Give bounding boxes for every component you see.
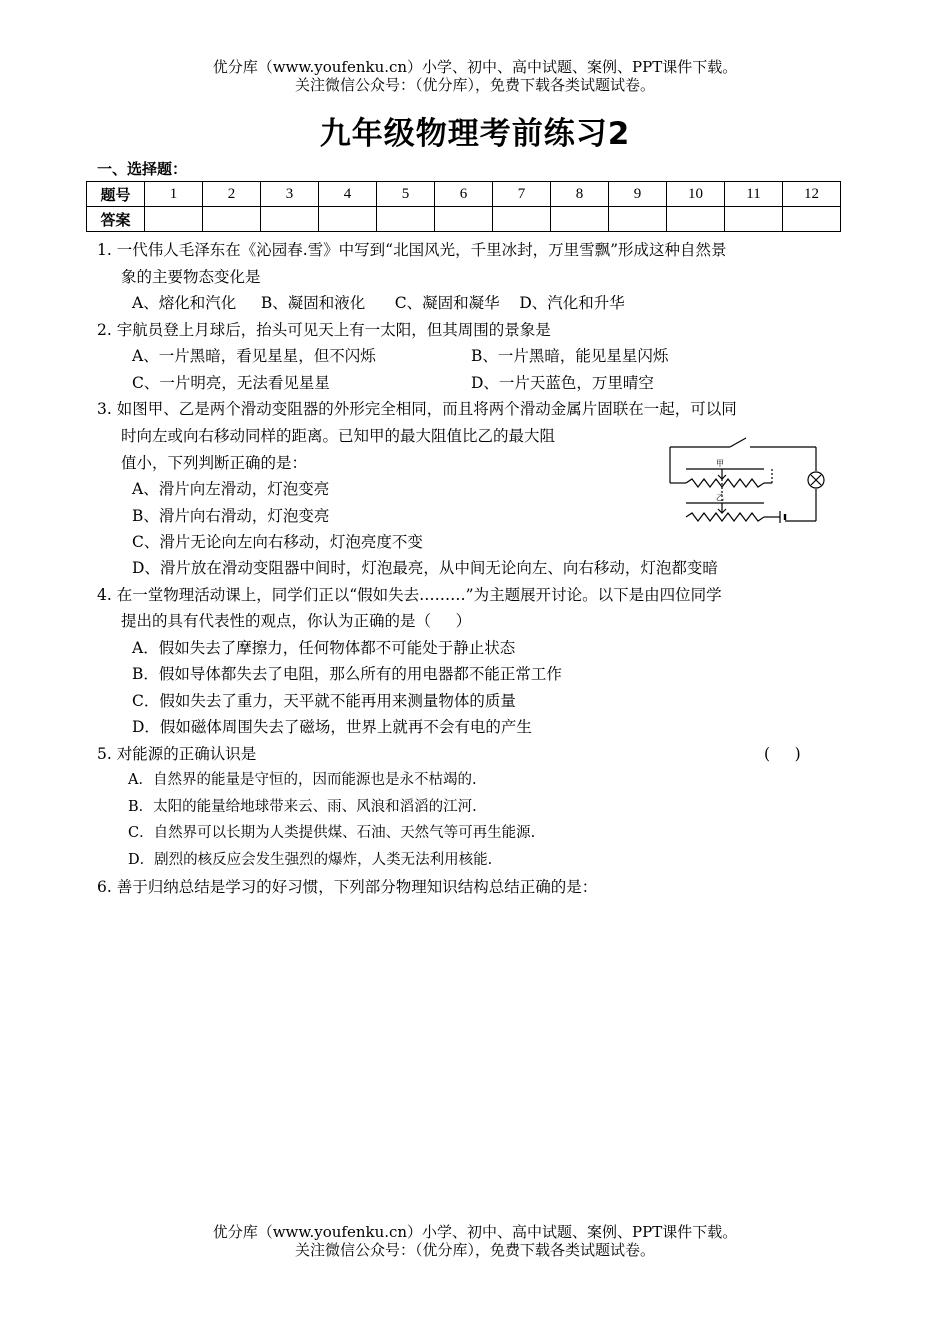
q1-stem-cont: 象的主要物态变化是	[121, 268, 261, 286]
q5-option-a: A．自然界的能量是守恒的，因而能源也是永不枯竭的.	[128, 772, 477, 788]
q4-option-a: A．假如失去了摩擦力，任何物体都不可能处于静止状态	[132, 639, 516, 657]
answer-table	[86, 181, 841, 232]
q5-option-b: B．太阳的能量给地球带来云、雨、风浪和滔滔的江河.	[128, 799, 477, 815]
q4-option-c: C．假如失去了重力，天平就不能再用来测量物体的质量	[132, 692, 516, 710]
q3-option-d: D、滑片放在滑动变阻器中间时，灯泡最亮，从中间无论向左、向右移动，灯泡都变暗	[132, 559, 718, 577]
q5-option-c: C．自然界可以长期为人类提供煤、石油、天然气等可再生能源.	[128, 825, 536, 841]
answer-cell[interactable]	[377, 207, 435, 232]
answer-cell[interactable]	[261, 207, 319, 232]
rheostat-jia	[686, 479, 764, 487]
q3-option-a: A、滑片向左滑动，灯泡变亮	[132, 480, 330, 498]
question-number: 9	[609, 182, 667, 207]
figure-label-yi: 乙	[716, 493, 724, 502]
question-number: 2	[203, 182, 261, 207]
answer-cell[interactable]	[493, 207, 551, 232]
answer-cell[interactable]	[435, 207, 493, 232]
q5-stem: 5. 对能源的正确认识是	[97, 745, 257, 763]
question-number: 5	[377, 182, 435, 207]
q6-stem: 6. 善于归纳总结是学习的好习惯，下列部分物理知识结构总结正确的是：	[97, 878, 598, 896]
q3-stem-cont: 时向左或向右移动同样的距离。已知甲的最大阻值比乙的最大阻	[121, 427, 556, 445]
figure-label-jia: 甲	[716, 459, 724, 468]
q4-stem: 4. 在一堂物理活动课上，同学们正以“假如失去………”为主题展开讨论。以下是由四位同学	[97, 586, 722, 604]
header-line-2: 关注微信公众号：（优分库），免费下载各类试题试卷。	[294, 76, 655, 94]
header-line-1: 优分库（www.youfenku.cn）小学、初中、高中试题、案例、PPT课件下载。	[212, 58, 738, 76]
answer-cell[interactable]	[203, 207, 261, 232]
question-number: 11	[725, 182, 783, 207]
question-number: 6	[435, 182, 493, 207]
q3-option-b: B、滑片向右滑动，灯泡变亮	[132, 507, 330, 525]
q3-stem-cont2: 值小，下列判断正确的是：	[121, 454, 308, 472]
question-number: 10	[667, 182, 725, 207]
q4-stem-cont: 提出的具有代表性的观点，你认为正确的是（ ）	[121, 612, 472, 630]
section-heading: 一、选择题：	[97, 160, 188, 178]
question-number: 8	[551, 182, 609, 207]
q4-option-b: B．假如导体都失去了电阻，那么所有的用电器都不能正常工作	[132, 665, 562, 683]
question-number: 1	[145, 182, 203, 207]
q1-stem: 1. 一代伟人毛泽东在《沁园春.雪》中写到“北国风光，千里冰封，万里雪飘”形成这种自然景	[97, 241, 727, 259]
q5-answer-bracket: ( )	[764, 745, 801, 763]
q2-option-c: C、一片明亮，无法看见星星	[132, 374, 330, 392]
answer-cell[interactable]	[145, 207, 203, 232]
answer-cell[interactable]	[609, 207, 667, 232]
answer-table-answer-row	[87, 207, 841, 232]
page-title: 九年级物理考前练习2	[319, 116, 631, 152]
answer-table-number-row	[87, 182, 841, 207]
q2-stem: 2. 宇航员登上月球后，抬头可见天上有一太阳，但其周围的景象是	[97, 321, 551, 339]
answer-cell[interactable]	[551, 207, 609, 232]
switch-icon	[730, 438, 746, 447]
footer-line-2: 关注微信公众号：（优分库），免费下载各类试题试卷。	[294, 1241, 655, 1259]
question-number: 4	[319, 182, 377, 207]
rheostat-yi	[686, 513, 764, 521]
answer-cell[interactable]	[667, 207, 725, 232]
q2-option-d: D、一片天蓝色，万里晴空	[471, 374, 654, 392]
number-row-label: 题号	[87, 182, 145, 207]
footer-line-1: 优分库（www.youfenku.cn）小学、初中、高中试题、案例、PPT课件下载。	[212, 1223, 738, 1241]
q3-option-c: C、滑片无论向左向右移动，灯泡亮度不变	[132, 533, 423, 551]
answer-row-label: 答案	[87, 207, 145, 232]
q4-option-d: D．假如磁体周围失去了磁场，世界上就再不会有电的产生	[132, 718, 532, 736]
answer-cell[interactable]	[319, 207, 377, 232]
question-number: 12	[783, 182, 841, 207]
q2-option-a: A、一片黑暗，看见星星，但不闪烁	[132, 347, 376, 365]
answer-cell[interactable]	[783, 207, 841, 232]
q3-stem: 3. 如图甲、乙是两个滑动变阻器的外形完全相同，而且将两个滑动金属片固联在一起，可以同	[97, 400, 737, 418]
answer-cell[interactable]	[725, 207, 783, 232]
q1-options: A、熔化和汽化 B、凝固和液化 C、凝固和凝华 D、汽化和升华	[132, 294, 625, 312]
circuit-diagram	[664, 433, 834, 525]
question-number: 3	[261, 182, 319, 207]
q2-option-b: B、一片黑暗，能见星星闪烁	[471, 347, 669, 365]
q5-option-d: D．剧烈的核反应会发生强烈的爆炸，人类无法利用核能.	[128, 852, 493, 868]
question-number: 7	[493, 182, 551, 207]
